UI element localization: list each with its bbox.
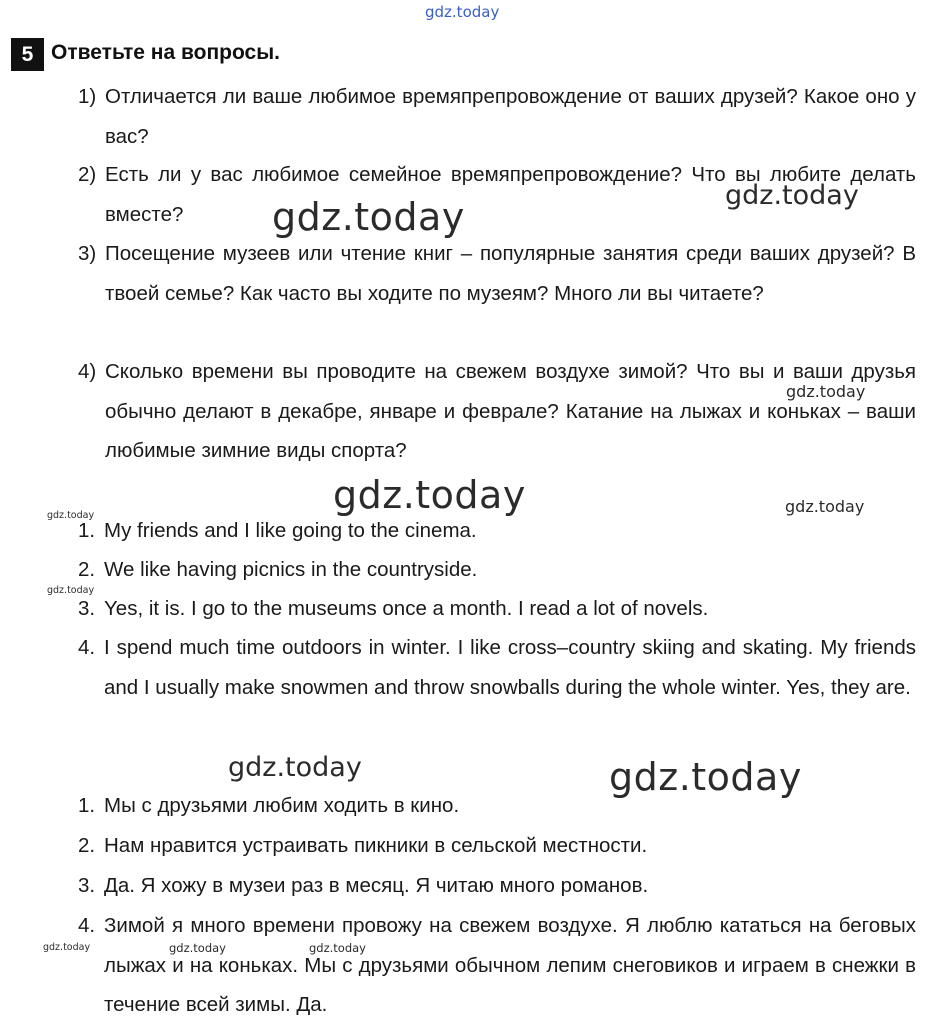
question-number: 3) (78, 242, 97, 265)
watermark-top: gdz.today (425, 3, 500, 21)
question-number: 2) (78, 163, 97, 186)
answer-number: 3. (78, 874, 96, 897)
answer-en-item (78, 550, 916, 590)
exercise-number-badge: 5 (11, 38, 44, 71)
answer-en-item (78, 589, 916, 629)
answer-number: 3. (78, 597, 96, 620)
answer-number: 4. (78, 914, 96, 937)
answer-text: Yes, it is. I go to the museums once a month. I read a lot of novels. (104, 597, 709, 620)
question-item (78, 352, 916, 471)
watermark-tiny: gdz.today (47, 585, 95, 596)
answer-text: My friends and I like going to the cinema. (104, 519, 477, 542)
answer-text: I spend much time outdoors in winter. I like cross–country skiing and skating. My friends and I usually make snowmen and throw snowballs during the whole winter. Yes, they are. (104, 636, 916, 699)
answer-number: 4. (78, 636, 96, 659)
answer-text: Нам нравится устраивать пикники в сельской местности. (104, 834, 648, 857)
answer-ru-item (78, 866, 916, 906)
question-number: 4) (78, 360, 97, 383)
answer-en-item (78, 628, 916, 707)
answer-number: 1. (78, 519, 96, 542)
question-text: Сколько времени вы проводите на свежем воздухе зимой? Что вы и ваши друзья обычно делают в декабре, январе и феврале? Катание на лыжах и коньках – ваши любимые зимние виды спорта? (105, 360, 916, 462)
watermark-medium: gdz.today (725, 180, 859, 211)
watermark-medium: gdz.today (228, 752, 362, 783)
answer-ru-item (78, 906, 916, 1025)
answer-text: Да. Я хожу в музеи раз в месяц. Я читаю много романов. (104, 874, 649, 897)
answer-text: Зимой я много времени провожу на свежем воздухе. Я люблю кататься на беговых лыжах и на коньках. Мы с друзьями обычном лепим снеговиков и играем в снежки в течение всей зимы. Да. (104, 914, 916, 1016)
answer-ru-item (78, 826, 916, 866)
question-text: Посещение музеев или чтение книг – популярные занятия среди ваших друзей? В твоей семье? Как часто вы ходите по музеям? Много ли вы читаете? (105, 242, 916, 305)
question-item (78, 77, 916, 156)
answer-number: 1. (78, 794, 96, 817)
watermark-tiny: gdz.today (43, 942, 91, 953)
watermark-tiny: gdz.today (169, 941, 226, 955)
question-number: 1) (78, 85, 97, 108)
watermark-tiny: gdz.today (47, 510, 95, 521)
answer-number: 2. (78, 834, 96, 857)
watermark-tiny: gdz.today (309, 941, 366, 955)
answer-text: Мы с друзьями любим ходить в кино. (104, 794, 460, 817)
exercise-title: Ответьте на вопросы. (51, 41, 280, 64)
watermark-large: gdz.today (272, 195, 465, 239)
question-text: Есть ли у вас любимое семейное времяпрепровождение? Что вы любите делать вместе? (105, 163, 916, 226)
answer-text: We like having picnics in the countryside. (104, 558, 478, 581)
watermark-large: gdz.today (609, 755, 802, 799)
question-item (78, 234, 916, 313)
answer-number: 2. (78, 558, 96, 581)
question-text: Отличается ли ваше любимое времяпрепровождение от ваших друзей? Какое оно у вас? (105, 85, 916, 148)
watermark-small: gdz.today (786, 382, 866, 401)
watermark-small: gdz.today (785, 497, 865, 516)
watermark-large: gdz.today (333, 473, 526, 517)
